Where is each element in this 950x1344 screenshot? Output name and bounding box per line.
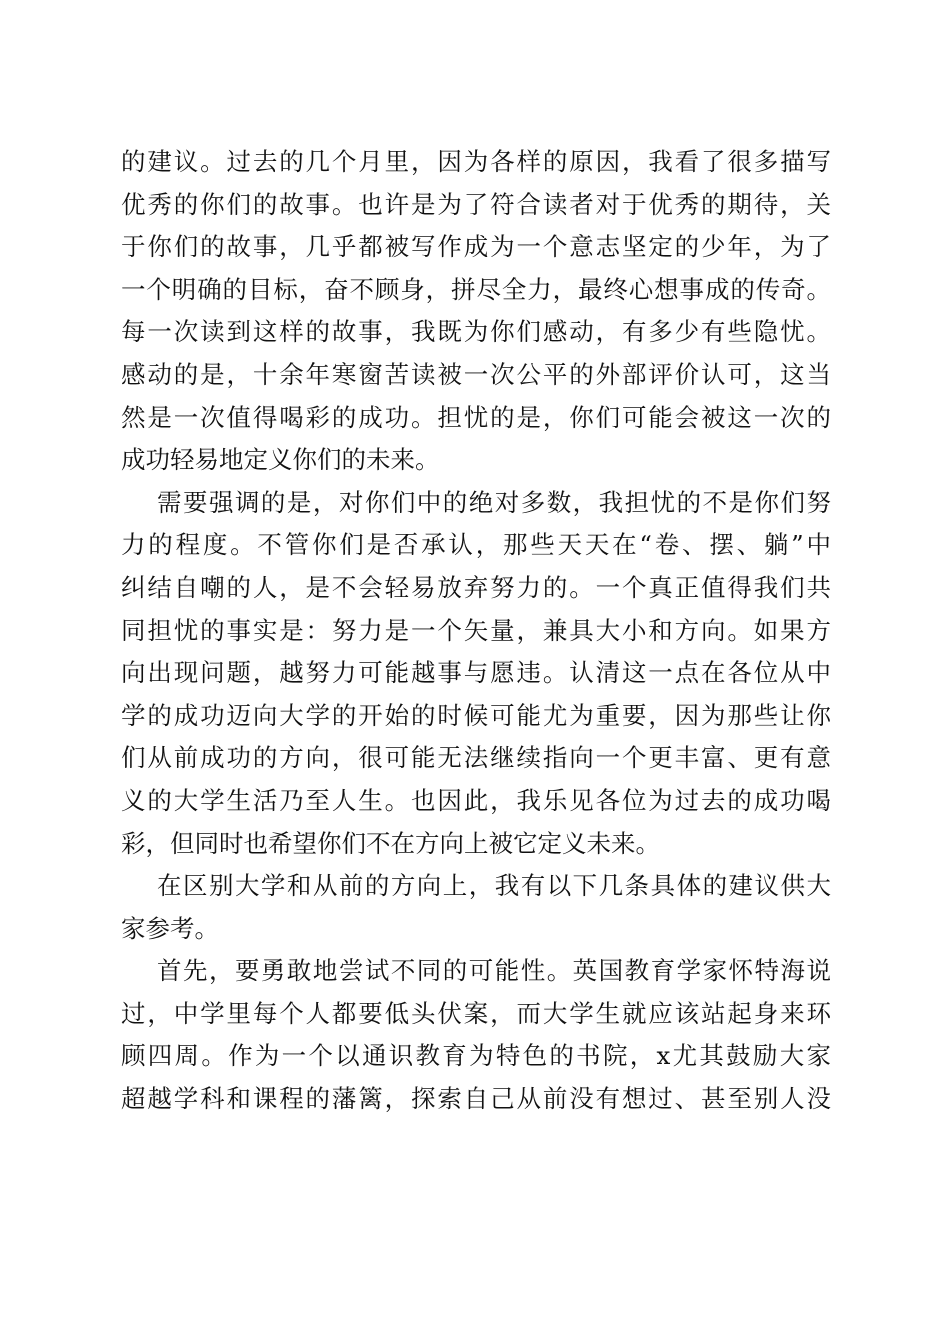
text-line: 彩，但同时也希望你们不在方向上被它定义未来。 bbox=[121, 828, 660, 858]
text-line: 力的程度。不管你们是否承认，那些天天在“卷、摆、躺”中 bbox=[121, 530, 831, 560]
text-line: 首先，要勇敢地尝试不同的可能性。英国教育学家怀特海说 bbox=[157, 956, 831, 986]
text-line: 义的大学生活乃至人生。也因此，我乐见各位为过去的成功喝 bbox=[121, 785, 831, 815]
text-line: 的建议。过去的几个月里，因为各样的原因，我看了很多描写 bbox=[121, 147, 831, 176]
text-line: 们从前成功的方向，很可能无法继续指向一个更丰富、更有意 bbox=[121, 743, 831, 773]
text-line: 成功轻易地定义你们的未来。 bbox=[121, 445, 440, 475]
text-line: 然是一次值得喝彩的成功。担忧的是，你们可能会被这一次的 bbox=[121, 402, 831, 432]
text-line: 在区别大学和从前的方向上，我有以下几条具体的建议供大 bbox=[157, 871, 831, 901]
text-line: 感动的是，十余年寒窗苦读被一次公平的外部评价认可，这当 bbox=[121, 359, 831, 389]
text-line: 过，中学里每个人都要低头伏案，而大学生就应该站起身来环 bbox=[121, 998, 831, 1028]
text-line: 向出现问题，越努力可能越事与愿违。认清这一点在各位从中 bbox=[121, 658, 831, 688]
text-line: 需要强调的是，对你们中的绝对多数，我担忧的不是你们努 bbox=[157, 487, 831, 517]
text-line: 每一次读到这样的故事，我既为你们感动，有多少有些隐忧。 bbox=[121, 317, 831, 347]
text-line: 于你们的故事，几乎都被写作成为一个意志坚定的少年，为了 bbox=[121, 232, 831, 262]
body-text bbox=[121, 141, 831, 1121]
text-line: 同担忧的事实是：努力是一个矢量，兼具大小和方向。如果方 bbox=[121, 615, 831, 645]
text-line: 一个明确的目标，奋不顾身，拼尽全力，最终心想事成的传奇。 bbox=[121, 274, 831, 304]
text-line: 家参考。 bbox=[121, 913, 219, 943]
text-line: 顾四周。作为一个以通识教育为特色的书院，x尤其鼓励大家 bbox=[121, 1041, 831, 1071]
text-line: 超越学科和课程的藩篱，探索自己从前没有想过、甚至别人没 bbox=[121, 1084, 831, 1114]
text-line: 优秀的你们的故事。也许是为了符合读者对于优秀的期待，关 bbox=[121, 189, 831, 219]
text-line: 学的成功迈向大学的开始的时候可能尤为重要，因为那些让你 bbox=[121, 700, 831, 730]
text-line: 纠结自嘲的人，是不会轻易放弃努力的。一个真正值得我们共 bbox=[121, 572, 831, 602]
